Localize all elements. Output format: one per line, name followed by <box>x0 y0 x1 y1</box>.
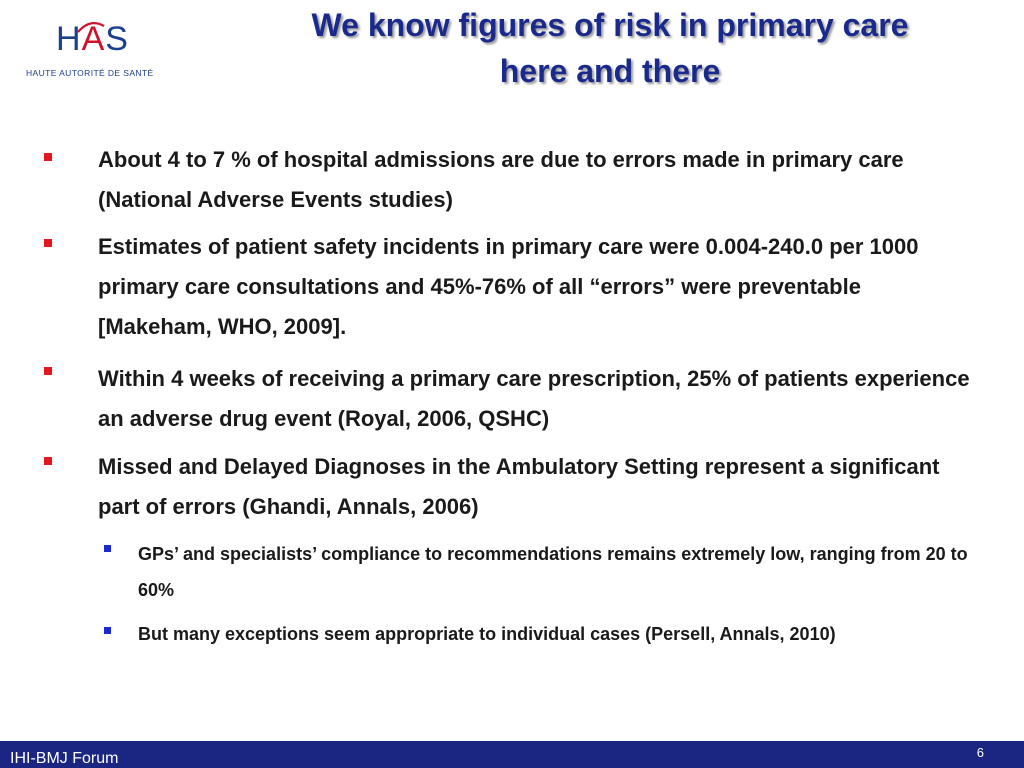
logo-letter-s: S <box>105 20 129 58</box>
bullet-item: About 4 to 7 % of hospital admissions are due to errors made in primary care (National Adverse Events studies) <box>98 147 904 212</box>
sub-bullet-item: But many exceptions seem appropriate to individual cases (Persell, Annals, 2010) <box>138 624 836 644</box>
bullet-marker-icon <box>44 239 52 247</box>
bullet-marker-icon <box>44 457 52 465</box>
has-logo <box>24 18 184 88</box>
slide-title-line-2: here and there <box>499 53 721 89</box>
logo-letter-h: H <box>56 20 82 58</box>
sub-bullet-item: GPs’ and specialists’ compliance to recommendations remains extremely low, ranging from 20 to 60% <box>138 544 968 600</box>
logo-subtitle: HAUTE AUTORITÉ DE SANTÉ <box>26 68 154 78</box>
bullet-item: Missed and Delayed Diagnoses in the Ambulatory Setting represent a significant part of errors (Ghandi, Annals, 2006) <box>98 454 940 519</box>
slide-title <box>210 2 1010 94</box>
sub-bullet-marker-icon <box>104 545 111 552</box>
footer-bar <box>0 741 1024 768</box>
footer-label: IHI-BMJ Forum <box>10 750 119 767</box>
page-number: 6 <box>976 745 984 760</box>
bullet-item: Estimates of patient safety incidents in primary care were 0.004-240.0 per 1000 primary care consultations and 45%-76% of all “errors” were preventable [Makeham, WHO, 2009]. <box>98 234 919 339</box>
bullet-item: Within 4 weeks of receiving a primary care prescription, 25% of patients experience an adverse drug event (Royal, 2006, QSHC) <box>98 366 970 431</box>
bullet-marker-icon <box>44 153 52 161</box>
slide-title-line-1: We know figures of risk in primary care <box>311 7 909 43</box>
logo-letter-a: A <box>81 20 106 58</box>
sub-bullet-marker-icon <box>104 627 111 634</box>
bullet-marker-icon <box>44 367 52 375</box>
logo-swoosh-icon <box>76 20 106 34</box>
